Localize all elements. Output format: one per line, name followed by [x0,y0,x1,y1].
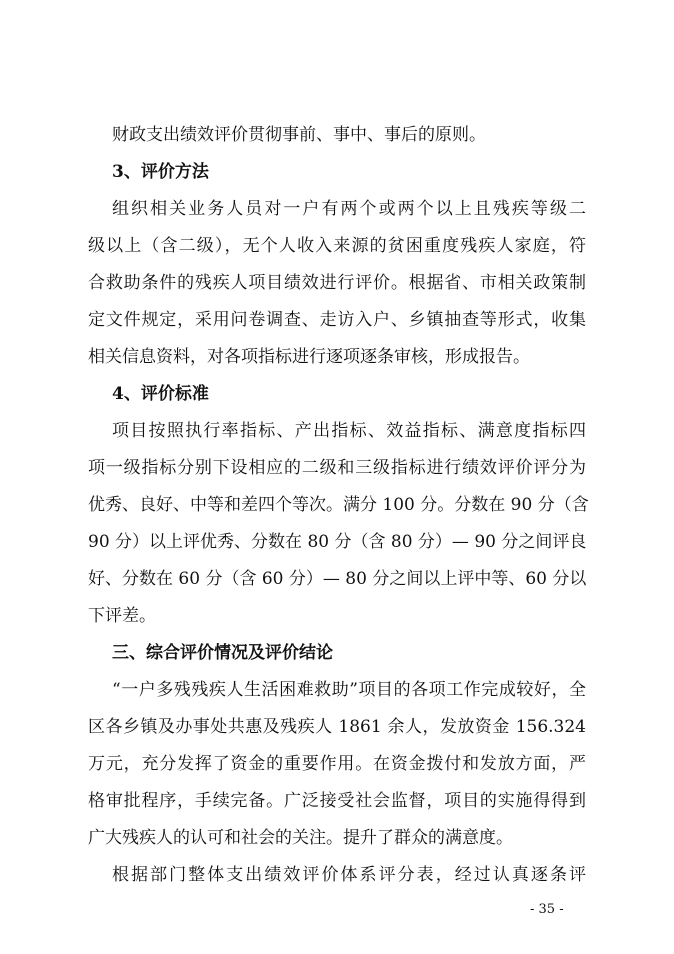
paragraph-line: 合救助条件的残疾人项目绩效进行评价。根据省、市相关政策制 [88,273,586,293]
paragraph-line: 相关信息资料，对各项指标进行逐项逐条审核，形成报告。 [88,347,530,367]
paragraph-line: “一户多残残疾人生活困难救助”项目的各项工作完成较好，全 [112,680,586,700]
paragraph-line: 财政支出绩效评价贯彻事前、事中、事后的原则。 [112,125,486,145]
section-heading: 4、评价标准 [112,384,209,404]
section-heading: 三、综合评价情况及评价结论 [112,643,333,663]
paragraph-line: 定文件规定，采用问卷调查、走访入户、乡镇抽查等形式，收集 [88,310,586,330]
paragraph-line: 项目按照执行率指标、产出指标、效益指标、满意度指标四 [112,421,586,441]
paragraph-line: 根据部门整体支出绩效评价体系评分表，经过认真逐条评 [112,865,586,885]
paragraph-line: 项一级指标分别下设相应的二级和三级指标进行绩效评价评分为 [88,458,586,478]
page-number: - 35 - [530,902,564,917]
paragraph-line: 格审批程序，手续完备。广泛接受社会监督，项目的实施得得到 [88,791,586,811]
paragraph-line: 90 分）以上评优秀、分数在 80 分（含 80 分）— 90 分之间评良 [88,532,587,552]
paragraph-line: 区各乡镇及办事处共惠及残疾人 1861 余人，发放资金 156.324 [88,717,586,737]
paragraph-line: 级以上（含二级），无个人收入来源的贫困重度残疾人家庭，符 [88,236,586,256]
paragraph-line: 组织相关业务人员对一户有两个或两个以上且残疾等级二 [112,199,586,219]
paragraph-line: 优秀、良好、中等和差四个等次。满分 100 分。分数在 90 分（含 [88,495,589,515]
paragraph-line: 广大残疾人的认可和社会的关注。提升了群众的满意度。 [88,828,513,848]
paragraph-line: 下评差。 [88,606,156,626]
paragraph-line: 好、分数在 60 分（含 60 分）— 80 分之间以上评中等、60 分以 [88,569,587,589]
section-heading: 3、评价方法 [112,162,209,182]
paragraph-line: 万元，充分发挥了资金的重要作用。在资金拨付和发放方面，严 [88,754,586,774]
